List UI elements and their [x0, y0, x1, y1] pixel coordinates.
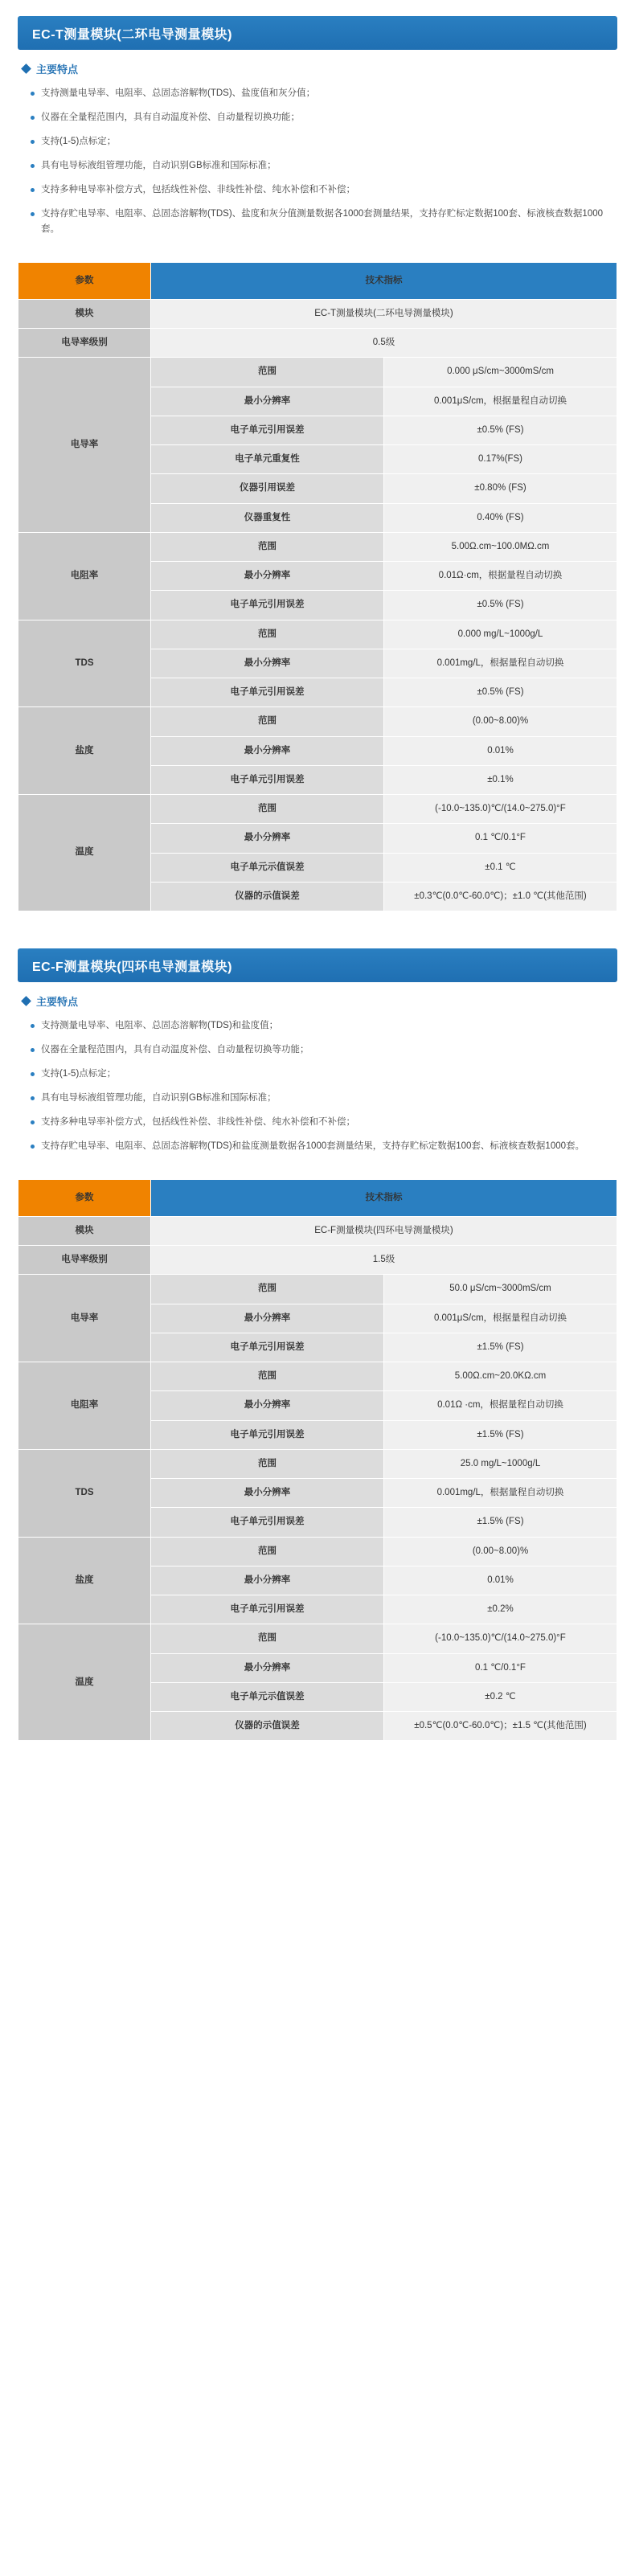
feature-text: 仪器在全量程范围内，具有自动温度补偿、自动量程切换等功能； — [41, 1045, 309, 1055]
feature-item — [31, 182, 612, 198]
row-value: ±0.1 ℃ — [384, 853, 617, 882]
row-value: ±0.2% — [384, 1595, 617, 1624]
bullet-icon — [31, 116, 35, 120]
bullet-icon — [31, 140, 35, 144]
table-row — [18, 795, 617, 824]
row-subcategory: 电子单元引用误差 — [151, 1508, 384, 1537]
table-row — [18, 1362, 617, 1391]
feature-item — [31, 86, 612, 101]
spec-table — [18, 1179, 617, 1742]
row-value: 5.00Ω.cm~100.0MΩ.cm — [384, 532, 617, 561]
section-title: EC-T测量模块(二环电导测量模块) — [32, 27, 232, 42]
row-subcategory: 范围 — [151, 707, 384, 736]
spec-table — [18, 262, 617, 911]
row-subcategory: 最小分辨率 — [151, 736, 384, 765]
features-block — [18, 982, 617, 1168]
row-subcategory: 电子单元引用误差 — [151, 1595, 384, 1624]
table-row — [18, 299, 617, 328]
row-subcategory: 范围 — [151, 1362, 384, 1391]
bullet-icon — [31, 1120, 35, 1124]
feature-item — [31, 110, 612, 125]
row-subcategory: 仪器的示值误差 — [151, 882, 384, 911]
feature-item — [31, 1042, 612, 1058]
table-row — [18, 707, 617, 736]
header-param: 参数 — [18, 1179, 151, 1216]
section-spacer — [18, 1741, 617, 1755]
feature-text: 仪器在全量程范围内，具有自动温度补偿、自动量程切换功能； — [41, 112, 300, 122]
table-row — [18, 1537, 617, 1566]
feature-item — [31, 158, 612, 174]
row-value: 0.40% (FS) — [384, 503, 617, 532]
row-subcategory: 范围 — [151, 620, 384, 649]
row-value: 0.000 mg/L~1000g/L — [384, 620, 617, 649]
bullet-icon — [31, 1072, 35, 1076]
row-value: 0.001mg/L，根据量程自动切换 — [384, 649, 617, 678]
row-value: 0.001μS/cm，根据量程自动切换 — [384, 1304, 617, 1333]
row-value: 25.0 mg/L~1000g/L — [384, 1449, 617, 1478]
feature-item — [31, 1067, 612, 1082]
feature-item — [31, 1091, 612, 1106]
feature-text: 支持存贮电导率、电阻率、总固态溶解物(TDS)、盐度和灰分值测量数据各1000套测量结果，支持存贮标定数据100套、标液核查数据1000套。 — [41, 208, 604, 234]
row-subcategory: 最小分辨率 — [151, 649, 384, 678]
feature-item — [31, 1139, 612, 1154]
row-category: 盐度 — [18, 707, 151, 795]
features-title-label: 主要特点 — [36, 63, 79, 76]
row-category: TDS — [18, 1449, 151, 1537]
section-title: EC-F测量模块(四环电导测量模块) — [32, 960, 232, 974]
row-value: 0.17%(FS) — [384, 445, 617, 474]
features-title-label: 主要特点 — [36, 996, 79, 1009]
row-value: EC-T测量模块(二环电导测量模块) — [151, 299, 617, 328]
row-subcategory: 最小分辨率 — [151, 562, 384, 591]
row-value: ±0.5% (FS) — [384, 591, 617, 620]
row-value: ±1.5% (FS) — [384, 1508, 617, 1537]
row-subcategory: 电子单元引用误差 — [151, 1333, 384, 1362]
row-subcategory: 电子单元示值误差 — [151, 1682, 384, 1711]
table-row — [18, 620, 617, 649]
features-title — [23, 61, 612, 76]
row-subcategory: 电子单元引用误差 — [151, 1420, 384, 1449]
row-subcategory: 范围 — [151, 1275, 384, 1304]
row-value: ±1.5% (FS) — [384, 1333, 617, 1362]
row-subcategory: 范围 — [151, 532, 384, 561]
row-category: 电阻率 — [18, 532, 151, 620]
bullet-icon — [31, 1048, 35, 1052]
diamond-icon — [21, 63, 31, 74]
row-category: 盐度 — [18, 1537, 151, 1624]
row-subcategory: 范围 — [151, 1449, 384, 1478]
row-value: 50.0 μS/cm~3000mS/cm — [384, 1275, 617, 1304]
row-category: 电导率 — [18, 1275, 151, 1362]
bullet-icon — [31, 188, 35, 192]
row-value: ±0.5% (FS) — [384, 678, 617, 707]
feature-text: 支持多种电导率补偿方式，包括线性补偿、非线性补偿、纯水补偿和不补偿； — [41, 184, 355, 195]
row-value: (-10.0~135.0)℃/(14.0~275.0)°F — [384, 795, 617, 824]
feature-text: 具有电导标液组管理功能，自动识别GB标准和国际标准； — [41, 1092, 277, 1103]
row-category: 电导率 — [18, 358, 151, 533]
spec-section — [18, 0, 617, 932]
table-row — [18, 329, 617, 358]
row-value: ±0.2 ℃ — [384, 1682, 617, 1711]
row-subcategory: 电子单元重复性 — [151, 445, 384, 474]
sections-container — [18, 0, 617, 1755]
row-subcategory: 电子单元引用误差 — [151, 416, 384, 444]
row-value: ±0.5% (FS) — [384, 416, 617, 444]
table-header-row — [18, 262, 617, 299]
table-row — [18, 1246, 617, 1275]
feature-text: 支持(1-5)点标定； — [41, 136, 117, 146]
row-subcategory: 范围 — [151, 1624, 384, 1653]
header-param: 参数 — [18, 262, 151, 299]
bullet-icon — [31, 212, 35, 216]
row-subcategory: 最小分辨率 — [151, 1391, 384, 1420]
table-row — [18, 358, 617, 387]
table-row — [18, 1624, 617, 1653]
bullet-icon — [31, 1096, 35, 1100]
row-category: 电导率级别 — [18, 1246, 151, 1275]
bullet-icon — [31, 1145, 35, 1149]
feature-item — [31, 1115, 612, 1130]
row-subcategory: 范围 — [151, 1537, 384, 1566]
feature-text: 支持测量电导率、电阻率、总固态溶解物(TDS)和盐度值； — [41, 1021, 279, 1031]
header-spec: 技术指标 — [151, 262, 617, 299]
row-category: 温度 — [18, 1624, 151, 1741]
features-block — [18, 50, 617, 251]
bullet-icon — [31, 164, 35, 168]
row-subcategory: 最小分辨率 — [151, 1653, 384, 1682]
row-value: 0.5级 — [151, 329, 617, 358]
feature-item — [31, 207, 612, 237]
row-value: 0.1 ℃/0.1°F — [384, 1653, 617, 1682]
row-value: 0.01% — [384, 1566, 617, 1595]
row-category: TDS — [18, 620, 151, 707]
row-category: 模块 — [18, 299, 151, 328]
row-value: 1.5级 — [151, 1246, 617, 1275]
row-value: 0.001μS/cm，根据量程自动切换 — [384, 387, 617, 416]
bullet-icon — [31, 92, 35, 96]
table-row — [18, 1275, 617, 1304]
feature-text: 支持(1-5)点标定； — [41, 1068, 117, 1079]
row-value: ±0.5℃(0.0℃-60.0℃)；±1.5 ℃(其他范围) — [384, 1712, 617, 1741]
row-subcategory: 电子单元引用误差 — [151, 765, 384, 794]
row-subcategory: 最小分辨率 — [151, 1479, 384, 1508]
row-subcategory: 电子单元引用误差 — [151, 678, 384, 707]
feature-text: 支持多种电导率补偿方式，包括线性补偿、非线性补偿、纯水补偿和不补偿； — [41, 1116, 355, 1127]
section-spacer — [18, 911, 617, 932]
row-value: ±0.3℃(0.0℃-60.0℃)；±1.0 ℃(其他范围) — [384, 882, 617, 911]
row-value: ±0.1% — [384, 765, 617, 794]
row-subcategory: 电子单元示值误差 — [151, 853, 384, 882]
feature-text: 具有电导标液组管理功能，自动识别GB标准和国际标准； — [41, 160, 277, 170]
features-title — [23, 993, 612, 1009]
header-spec: 技术指标 — [151, 1179, 617, 1216]
row-subcategory: 最小分辨率 — [151, 1566, 384, 1595]
row-value: 0.01Ω·cm，根据量程自动切换 — [384, 562, 617, 591]
row-value: (0.00~8.00)% — [384, 1537, 617, 1566]
row-value: 0.01% — [384, 736, 617, 765]
table-header-row — [18, 1179, 617, 1216]
row-subcategory: 最小分辨率 — [151, 824, 384, 853]
table-row — [18, 1216, 617, 1245]
section-header-bar — [18, 948, 617, 982]
feature-item — [31, 1018, 612, 1034]
feature-item — [31, 134, 612, 149]
table-row — [18, 532, 617, 561]
bullet-icon — [31, 1024, 35, 1028]
row-value: EC-F测量模块(四环电导测量模块) — [151, 1216, 617, 1245]
row-subcategory: 仪器重复性 — [151, 503, 384, 532]
row-category: 模块 — [18, 1216, 151, 1245]
row-value: (-10.0~135.0)℃/(14.0~275.0)°F — [384, 1624, 617, 1653]
row-value: 0.1 ℃/0.1°F — [384, 824, 617, 853]
row-subcategory: 范围 — [151, 358, 384, 387]
row-subcategory: 最小分辨率 — [151, 1304, 384, 1333]
row-value: 0.000 μS/cm~3000mS/cm — [384, 358, 617, 387]
row-subcategory: 范围 — [151, 795, 384, 824]
table-row — [18, 1449, 617, 1478]
row-category: 电阻率 — [18, 1362, 151, 1450]
row-value: 0.001mg/L，根据量程自动切换 — [384, 1479, 617, 1508]
row-subcategory: 仪器引用误差 — [151, 474, 384, 503]
row-category: 电导率级别 — [18, 329, 151, 358]
row-category: 温度 — [18, 795, 151, 911]
row-value: 0.01Ω ·cm，根据量程自动切换 — [384, 1391, 617, 1420]
row-subcategory: 仪器的示值误差 — [151, 1712, 384, 1741]
feature-text: 支持存贮电导率、电阻率、总固态溶解物(TDS)和盐度测量数据各1000套测量结果，支持存贮标定数据100套、标液核查数据1000套。 — [41, 1141, 585, 1151]
row-subcategory: 电子单元引用误差 — [151, 591, 384, 620]
row-value: ±0.80% (FS) — [384, 474, 617, 503]
row-subcategory: 最小分辨率 — [151, 387, 384, 416]
spec-section — [18, 932, 617, 1755]
diamond-icon — [21, 996, 31, 1006]
feature-text: 支持测量电导率、电阻率、总固态溶解物(TDS)、盐度值和灰分值； — [41, 88, 316, 98]
section-header-bar — [18, 16, 617, 50]
row-value: (0.00~8.00)% — [384, 707, 617, 736]
row-value: 5.00Ω.cm~20.0KΩ.cm — [384, 1362, 617, 1391]
row-value: ±1.5% (FS) — [384, 1420, 617, 1449]
